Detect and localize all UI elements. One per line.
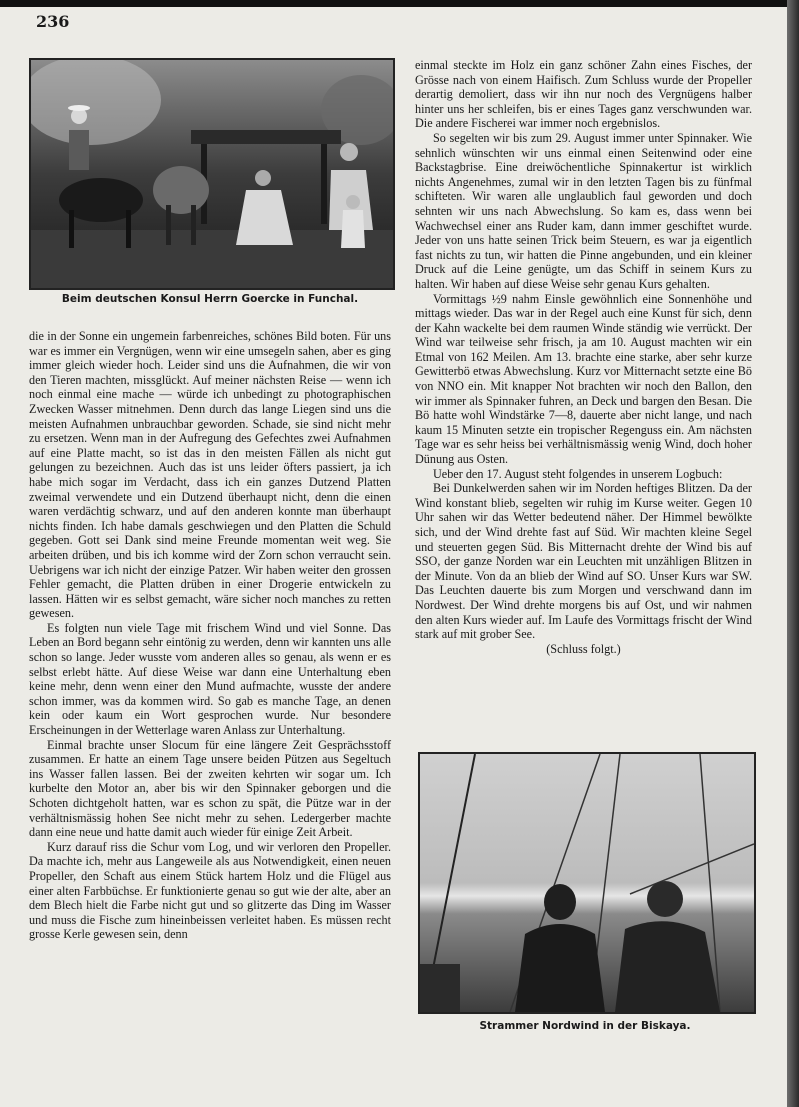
continued-note: (Schluss folgt.)	[546, 641, 621, 656]
right-column	[415, 58, 752, 656]
paragraph: So segelten wir bis zum 29. August immer unter Spinnaker. Wie sehnlich wünschten wir uns einmal einen Seitenwind oder eine Backstagbrise. Eine dreiwöchentliche Spinnakertur ist wirklich nichts Angenehmes, zumal wir in den letzten Tagen bis zu fünfmal schifteten. Wir waren alle unglaublich faul geworden und doch sehnten wir uns nach Abwechslung. So kam es, dass wenn bei Wachwechsel einer ans Ruder kam, dann immer geschiftet wurde. Jeder von uns hatte seinen Trick beim Steuern, es war ja eigentlich fast nichts zu tun, wir hatten die Pinne angebunden, und ein kleiner Druck auf die Leine genügte, um das Schiff in seinem Kurs zu halten. Wir haben auf diese Weise sehr genau Kurs gehalten.	[415, 130, 752, 291]
page-number: 236	[36, 12, 70, 31]
photo-consul-funchal-illustration	[31, 60, 393, 288]
scan-top-edge	[0, 0, 799, 7]
paragraph: die in der Sonne ein ungemein farbenreiches, schönes Bild boten. Für uns war es immer ein Vergnügen, wenn wir eine umsegeln sahen, aber es ging immer gleich wieder hoch. Leider sind uns die Aufnahmen, die wir von den Tieren machten, missglückt. Auf meiner nächsten Reise — wenn ich noch einmal eine mache — würde ich unbedingt zu photographischen Zwecken Wasser mitnehmen. Denn durch das lange Liegen sind uns die meisten Aufnahmen unbrauchbar geworden. Schade, sie sind nicht mehr zu ersetzen. Wenn man in der Aufregung des Gefechtes zwei Aufnahmen auf eine Platte macht, so ist das in den meisten Fällen als nicht gut gelungen zu bezeichnen. Auch das ist uns leider öfters passiert, ja ich habe mich sogar im Verdacht, dass ich ein ganzes Dutzend Platten zweimal verwendete und ein Dutzend überhaupt nicht, denn die einen waren verdächtig schwarz, und auf den anderen konnte man überhaupt nichts finden. Ich habe damals geschwiegen und den Platten die Schuld gegeben. Gott sei Dank sind meine Freunde momentan weit weg. Sie arbeiten drüben, und bis ich komme wird der Zorn schon verraucht sein. Uebrigens war ich nicht der einzige Patzer. Wir haben weiter den grossen Fehler gemacht, die Platten drüben in einer Drogerie entwickeln zu lassen. Hätten wir es selbst gemacht, wäre sicher noch manches zu retten gewesen.	[29, 329, 391, 621]
paragraph: Es folgten nun viele Tage mit frischem Wind und viel Sonne. Das Leben an Bord begann sehr eintönig zu werden, denn wir kannten uns alle schon so lange. Jeder wusste vom anderen alles so genau, als wenn er es selbst erlebt hätte. Auf diese Weise war dann eine Unterhaltung eben keine mehr, denn wenn einer den Mund aufmachte, wusste der andere schon immer, was da kommen wird. So gab es manche Tage, an denen kein oder kaum ein Wort gesprochen wurde. Nur besondere Erscheinungen in der Wetterlage waren Anlass zur Unterhaltung.	[29, 620, 391, 738]
paragraph: einmal steckte im Holz ein ganz schöner Zahn eines Fisches, der Grösse nach von einem Haifisch. Zum Schluss wurde der Propeller derartig demoliert, dass wir ihn nur noch des Vergnügens halber hinter uns her schleifen, bis er eines Tages ganz verschwunden war. Die andere Fischerei war immer noch ergebnislos.	[415, 58, 752, 131]
paragraph: Vormittags ½9 nahm Einsle gewöhnlich eine Sonnenhöhe und mittags wieder. Das war in der Regel auch eine Kunst für sich, denn der Kahn wackelte bei dem raumen Winde ständig wie verrückt. Der Wind war teilweise sehr frisch, ja am 10. August machten wir ein Etmal von 162 Meilen. Am 13. brachte eine starke, aber sehr kurze Gewitterbö etwas Abwechslung. Kurz vor Mitternacht setzte eine Bö von NNO ein. Mit knapper Not brachten wir noch den Ballon, den wir immer als Spinnaker fuhren, an Deck und bargen den Besan. Die Bö hatte wohl Windstärke 7—8, dauerte aber nicht lange, und nach kaum 15 Minuten setzte ein tropischer Regenguss ein. Am nächsten Tage war es sehr heiss bei verhältnismässig wenig Wind, doch hoher Dünung aus Osten.	[415, 291, 752, 467]
photo-nordwind-biskaya-illustration	[420, 754, 754, 1012]
photo-nordwind-biskaya	[418, 752, 756, 1014]
scan-right-edge	[787, 0, 799, 1107]
paragraph: Ueber den 17. August steht folgendes in unserem Logbuch:	[433, 466, 723, 481]
left-column	[29, 329, 391, 942]
photo-caption: Beim deutschen Konsul Herrn Goercke in Funchal.	[61, 293, 359, 305]
photo-caption: Strammer Nordwind in der Biskaya.	[479, 1020, 691, 1032]
logbook-entry: Bei Dunkelwerden sahen wir im Norden heftiges Blitzen. Da der Wind konstant blieb, segelten wir ruhig im Kurse weiter. Gegen 10 Uhr sahen wir das Wetter bedeutend näher. Der Himmel bewölkte sich, und der Wind drehte fast auf Süd. Wir machten kleine Segel und steuerten gegen Süd. Bis Mitternacht drehte der Wind bis auf SSO, der ganze Norden war ein Leuchten mit unzähligen Blitzen in der Minute. Von da an blieb der Wind auf SO. Unser Kurs war SW. Das Leuchten dauerte bis zum Morgen und verschwand dann im Nordwest. Der Wind drehte morgens bis auf Ost, und wir nahmen den alten Kurs wieder auf. Im Laufe des Vormittags frischt der Wind stark auf mit grober See.	[415, 481, 752, 642]
photo-consul-funchal	[29, 58, 395, 290]
paragraph: Einmal brachte unser Slocum für eine längere Zeit Gesprächsstoff zusammen. Er hatte an einem Tage unsere beiden Pützen aus Segeltuch ins Wasser fallen lassen. Bei der zweiten kehrten wir sogar um. Ich kurbelte den Motor an, aber bis wir den Spinnaker geborgen und die Schoten dichtgeholt hatten, war es schon zu spät, die Pütze war in der verhältnismässig hohen See nicht mehr zu sehen. Ledergerber machte dann eine neue und hatte damit auch wieder für einige Zeit Arbeit.	[29, 737, 391, 840]
paragraph: Kurz darauf riss die Schur vom Log, und wir verloren den Propeller. Da machte ich, mehr aus Langeweile als aus Notwendigkeit, einen neuen Propeller, den Schaft aus einem Stück hartem Holz und die Flügel aus einer alten Farbbüchse. Er funktionierte genau so gut wie der alte, aber an dem Blech hielt die Farbe nicht gut und so glitzerte das Ding im Wasser und muss die Fische zum hineinbeissen verleitet haben. Es müssen recht grosse Kerle gewesen sein, denn	[29, 839, 391, 942]
